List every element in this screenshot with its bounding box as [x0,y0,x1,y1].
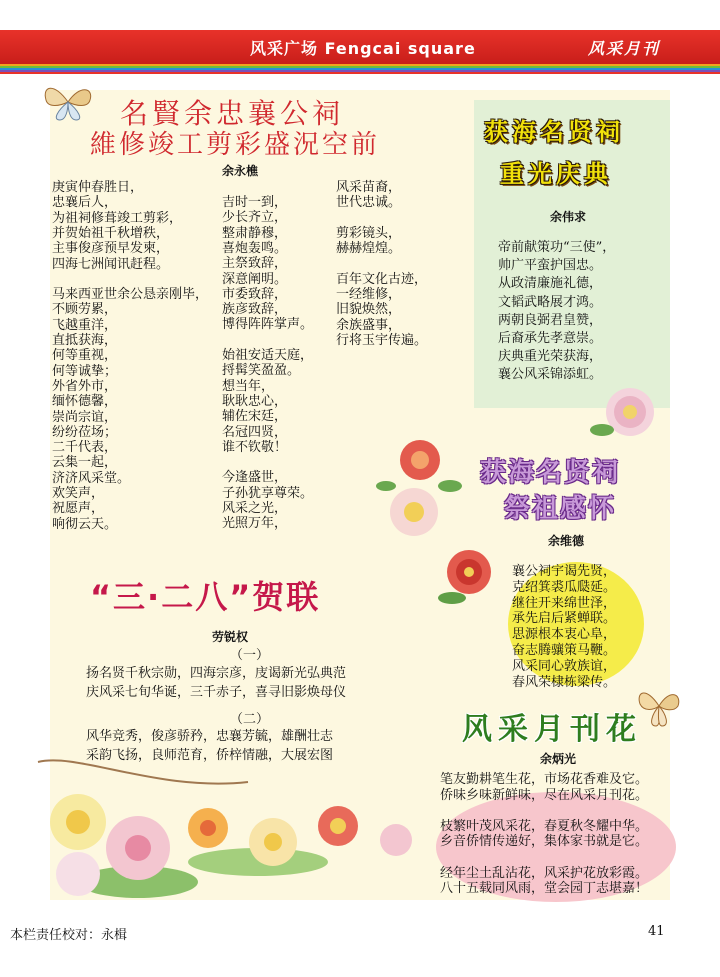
poem-line: 缅怀德馨， [52,394,118,410]
proofreader-credit: 本栏责任校对：永楫 [10,928,128,943]
couplet-section-1: （一） [230,648,270,663]
poem-line: 风采同心敦族谊， [512,658,617,674]
poem-line: 飞越重洋， [52,317,118,333]
poem-line: 想当年， [222,378,275,394]
poem-line: 百年文化古迹， [336,271,428,287]
magazine-name: 风采月刊 [588,39,661,58]
poem-line: 二千代表， [52,440,118,456]
red-flower-icon [434,540,504,610]
poem-line: 并贺始祖千秋增秩， [52,225,170,241]
poem-line: 襄公风采锦添虹。 [498,367,603,383]
poem-line: 吉时一到， [222,195,288,210]
poem-line: 为祖祠修葺竣工剪彩， [52,210,183,226]
poem-line: 庆典重光荣获海， [498,349,603,365]
poem-line: 博得阵阵掌声。 [222,317,314,333]
poem-line: 襄公祠宇谒先贤， [512,564,617,579]
poem-line: 四海七洲闻讯赶程。 [52,256,170,272]
poem-line: 光照万年， [222,516,288,532]
poem-line: 八十五载同风雨，堂会园丁志堪嘉！ [440,881,649,897]
peony-flower-icon [590,378,670,448]
couplet-line: 风华竞秀，俊彦骄矜，忠襄芳毓，雄酬壮志 [86,729,334,744]
poem-line: 捋髯笑盈盈。 [222,363,301,379]
poem-line: 直抵获海， [52,333,118,348]
couplet-line: 庆风采七旬华诞，三千赤子，喜寻旧影焕母仪 [86,685,347,700]
poem-line: 整肃静穆， [222,225,288,241]
poem-line: 枝繁叶茂风采花，春夏秋冬耀中华。 [440,818,649,834]
poem-line: 何等诚挚； [52,363,118,379]
poem-line: 风采苗裔， [336,180,402,195]
poem-line: 世代忠诚。 [336,195,402,211]
poem-line: 不顾劳累， [52,302,118,318]
poem-line: 纷纷莅场； [52,424,118,440]
section-title: 风采广场 Fengcai square [250,39,476,58]
poem-line: 子孙犹享尊荣。 [222,485,314,501]
poem-line: 帝前献策功“三使”， [498,240,616,255]
poem-line: 云集一起， [52,455,118,471]
poem-line: 承先启后紧蝉联。 [512,611,617,627]
poem-line: 继往开来绵世泽， [512,595,617,611]
poem-line: 祝愿声， [52,501,105,517]
main-title-line2: 維修竣工剪彩盛況空前 [90,130,381,160]
poem-line: 忠襄后人， [52,195,118,211]
couplet-line: 扬名贤千秋宗勋，四海宗彦，庋谒新光弘典范 [86,666,347,681]
green-author: 余伟求 [550,210,587,224]
poem-line: 从政清廉施礼德， [498,276,603,292]
purple-author: 余维德 [548,534,585,548]
flower-garland-icon [18,752,438,902]
poem-line: 济济风采堂。 [52,470,131,486]
poem-line: 克绍箕裘瓜瓞延。 [512,579,617,595]
rainbow-stripe [0,64,720,74]
poem-line: 余族盛事， [336,317,402,333]
fengcai-author: 余炳光 [540,752,577,766]
poem-line: 喜炮轰鸣。 [222,240,288,256]
poem-line: 赫赫煌煌。 [336,241,402,257]
poem-line: 侨味乡味新鲜味，尽在风采月刊花。 [440,787,649,803]
poem-line: 奋志腾骧策马鞭。 [512,643,617,658]
poem-line: 两朝良弼君皇赞， [498,312,603,328]
poem-line: 马来西亚世余公恳亲刚毕， [52,287,209,303]
poem-line: 欢笑声， [52,486,105,501]
purple-title-line2: 祭祖感怀 [504,494,617,524]
poem-line: 笔友勤耕笔生花，市场花香难及它。 [440,772,649,787]
fengcai-title: 风采月刊花 [462,712,642,747]
purple-title-line1: 获海名贤祠 [480,458,621,488]
couplet-author: 劳锐权 [212,630,249,644]
peony-cluster-icon [372,430,468,550]
poem-line: 后裔承先孝意崇。 [498,331,603,346]
poem-line: 庚寅仲春胜日， [52,180,144,195]
poem-line: 响彻云天。 [52,516,118,532]
poem-line: 文韬武略展才鸿。 [498,294,603,310]
poem-line: 帅广平蛮护国忠。 [498,258,603,274]
poem-line: 何等重视， [52,348,118,364]
poem-line: 经年尘土乱沾花，风采护花放彩霞。 [440,865,649,881]
poem-line: 春风荣棣栋梁传。 [512,674,617,690]
couplet-section-2: （二） [230,712,270,727]
poem-line: 族彦致辞， [222,302,288,318]
poem-line: 主祭致辞， [222,256,288,272]
poem-line: 崇尚宗谊， [52,409,118,425]
poem-line: 旧貌焕然， [336,302,402,318]
poem-line: 谁不钦敬！ [222,439,288,455]
poem-line: 深意阐明。 [222,271,288,287]
poem-line: 辅佐宋廷， [222,409,288,425]
poem-line: 行将玉宇传遍。 [336,333,428,348]
poem-line: 一经维修， [336,287,402,303]
poem-line: 耿耿忠心， [222,393,288,409]
main-title-line1: 名賢余忠襄公祠 [120,97,345,130]
poem-line: 始祖安适天庭， [222,348,314,363]
poem-line: 外省外市， [52,378,118,394]
main-author: 余永樵 [222,164,259,178]
couplet-title: “三·二八”贺联 [90,578,321,616]
poem-line: 少长齐立， [222,210,288,226]
poem-line: 思源根本衷心阜， [512,627,617,643]
poem-line: 剪彩镜头， [336,225,402,241]
poem-line: 主事俊彦预早发柬， [52,241,170,257]
butterfly-icon [40,80,96,124]
green-title-line2: 重光庆典 [500,159,612,188]
couplet-line: 采韵飞扬，良师范育，侨梓情融，大展宏图 [86,748,334,763]
page-number: 41 [648,924,665,939]
poem-line: 风采之光， [222,501,288,516]
poem-line: 名冠四贤， [222,424,288,440]
butterfly-icon [634,680,684,732]
green-title-line1: 获海名贤祠 [484,117,624,146]
poem-line: 市委致辞， [222,286,288,302]
poem-line: 今逢盛世， [222,470,288,486]
poem-line: 乡音侨情传递好，集体家书就是它。 [440,834,649,850]
